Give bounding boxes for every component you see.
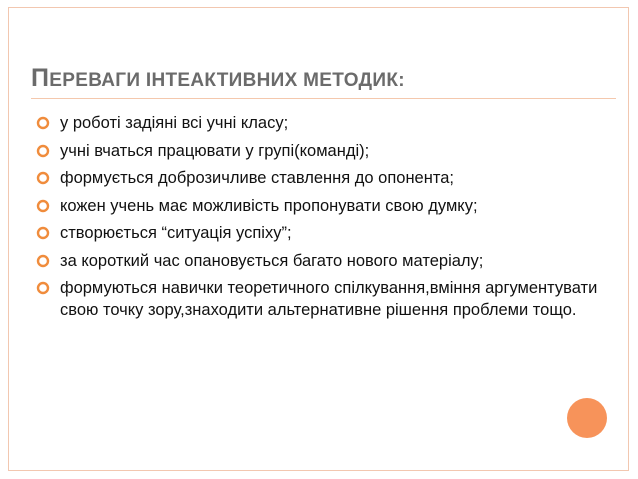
bullet-text: формуються навички теоретичного спілкування,вміння аргументувати свою точку зору,знаходити альтернативне рішення проблеми тощо.: [60, 279, 598, 319]
bullet-item: [36, 195, 616, 217]
bullet-item: [36, 112, 616, 134]
bullet-text: кожен учень має можливість пропонувати свою думку;: [60, 196, 478, 215]
title-first-letter: П: [31, 64, 50, 92]
orange-circle-icon: [567, 398, 607, 438]
title-divider: [31, 98, 616, 99]
bullet-text: учні вчаться працювати у групі(команді);: [60, 141, 370, 160]
hollow-circle-icon: [36, 112, 60, 134]
bullet-text: за короткий час опановується багато нового матеріалу;: [60, 251, 484, 270]
bullet-item: [36, 222, 616, 244]
hollow-circle-icon: [36, 195, 60, 217]
bullet-text: у роботі задіяні всі учні класу;: [60, 114, 289, 132]
bullet-item: [36, 140, 616, 162]
slide-title: [31, 64, 405, 93]
hollow-circle-icon: [36, 140, 60, 162]
hollow-circle-icon: [36, 250, 60, 272]
bullet-text: створюється “ситуація успіху”;: [60, 224, 292, 242]
hollow-circle-icon: [36, 277, 60, 299]
bullet-item: [36, 277, 616, 321]
bullet-list: [36, 112, 616, 327]
hollow-circle-icon: [36, 167, 60, 189]
title-rest: ЕРЕВАГИ ІНТЕАКТИВНИХ МЕТОДИК:: [49, 70, 405, 91]
bullet-text: формується доброзичливе ставлення до опонента;: [60, 169, 454, 187]
hollow-circle-icon: [36, 222, 60, 244]
bullet-item: [36, 167, 616, 189]
bullet-item: [36, 250, 616, 272]
